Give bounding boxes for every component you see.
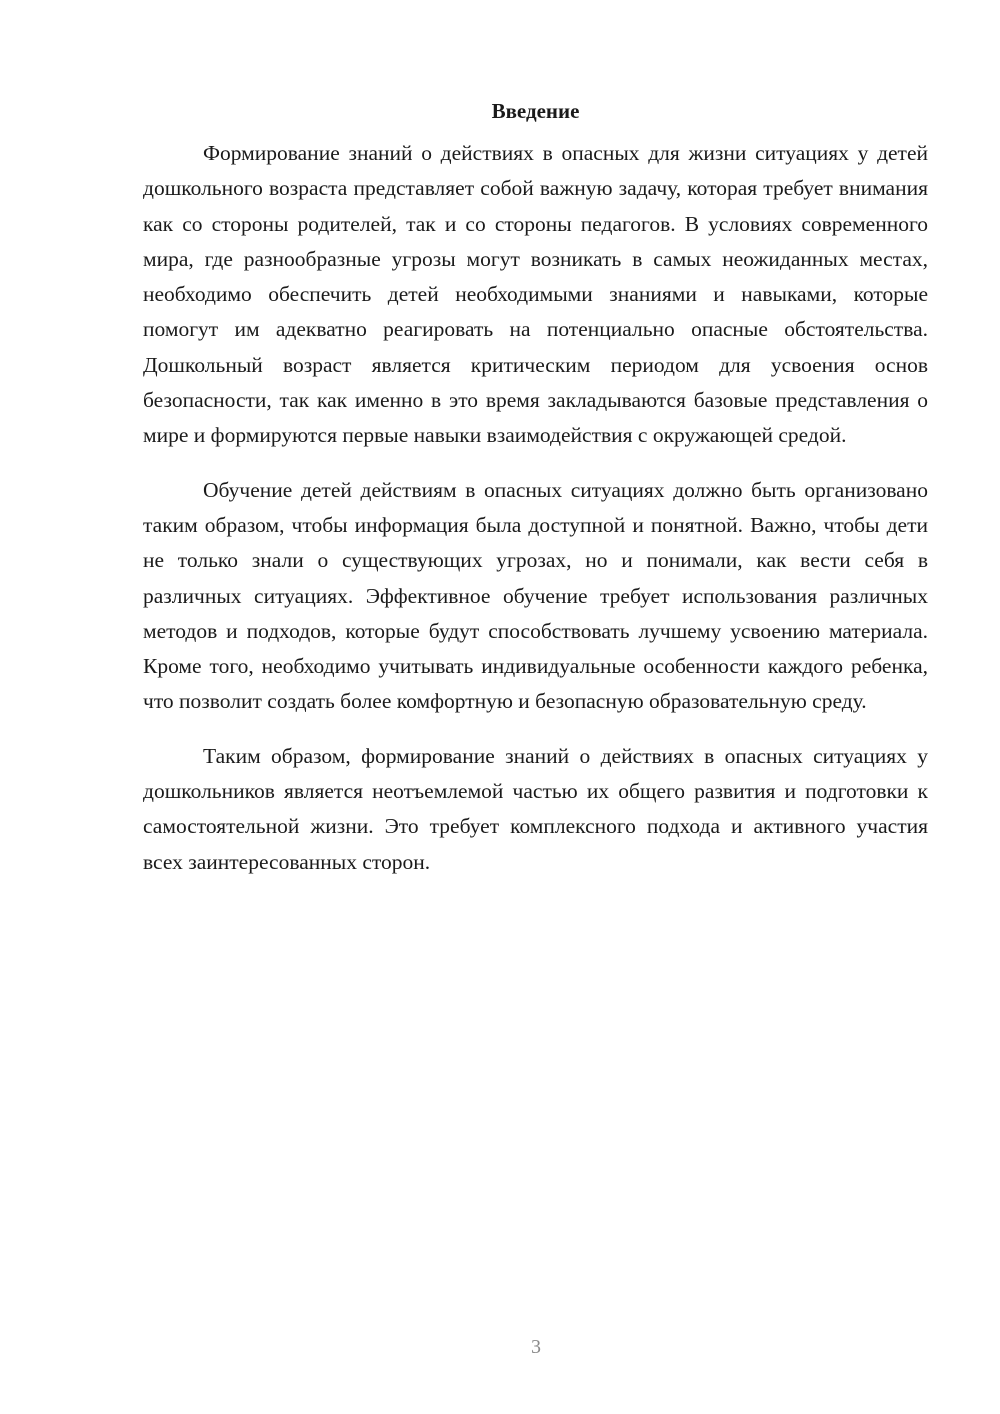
- page-content: [143, 96, 928, 880]
- paragraph-3: Таким образом, формирование знаний о действиях в опасных ситуациях у дошкольников является неотъемлемой частью их общего развития и подготовки к самостоятельной жизни. Это требует комплексного подхода и активного участия всех заинтересованных сторон.: [143, 743, 928, 874]
- paragraph-1: Формирование знаний о действиях в опасных для жизни ситуациях у детей дошкольного возраста представляет собой важную задачу, которая требует внимания как со стороны родителей, так и со стороны педагогов. В условиях современного мира, где разнообразные угрозы могут возникать в самых неожиданных местах, необходимо обеспечить детей необходимыми знаниями и навыками, которые помогут им адекватно реагировать на потенциально опасные обстоятельства. Дошкольный возраст является критическим периодом для усвоения основ безопасности, так как именно в это время закладываются базовые представления о мире и формируются первые навыки взаимодействия с окружающей средой.: [143, 141, 928, 448]
- paragraph-2: Обучение детей действиям в опасных ситуациях должно быть организовано таким образом, чтобы информация была доступной и понятной. Важно, чтобы дети не только знали о существующих угрозах, но и понимали, как вести себя в различных ситуациях. Эффективное обучение требует использования различных методов и подходов, которые будут способствовать лучшему усвоению материала. Кроме того, необходимо учитывать индивидуальные особенности каждого ребенка, что позволит создать более комфортную и безопасную образовательную среду.: [143, 477, 928, 714]
- section-heading: Введение: [491, 99, 580, 123]
- page-number: 3: [531, 1336, 541, 1358]
